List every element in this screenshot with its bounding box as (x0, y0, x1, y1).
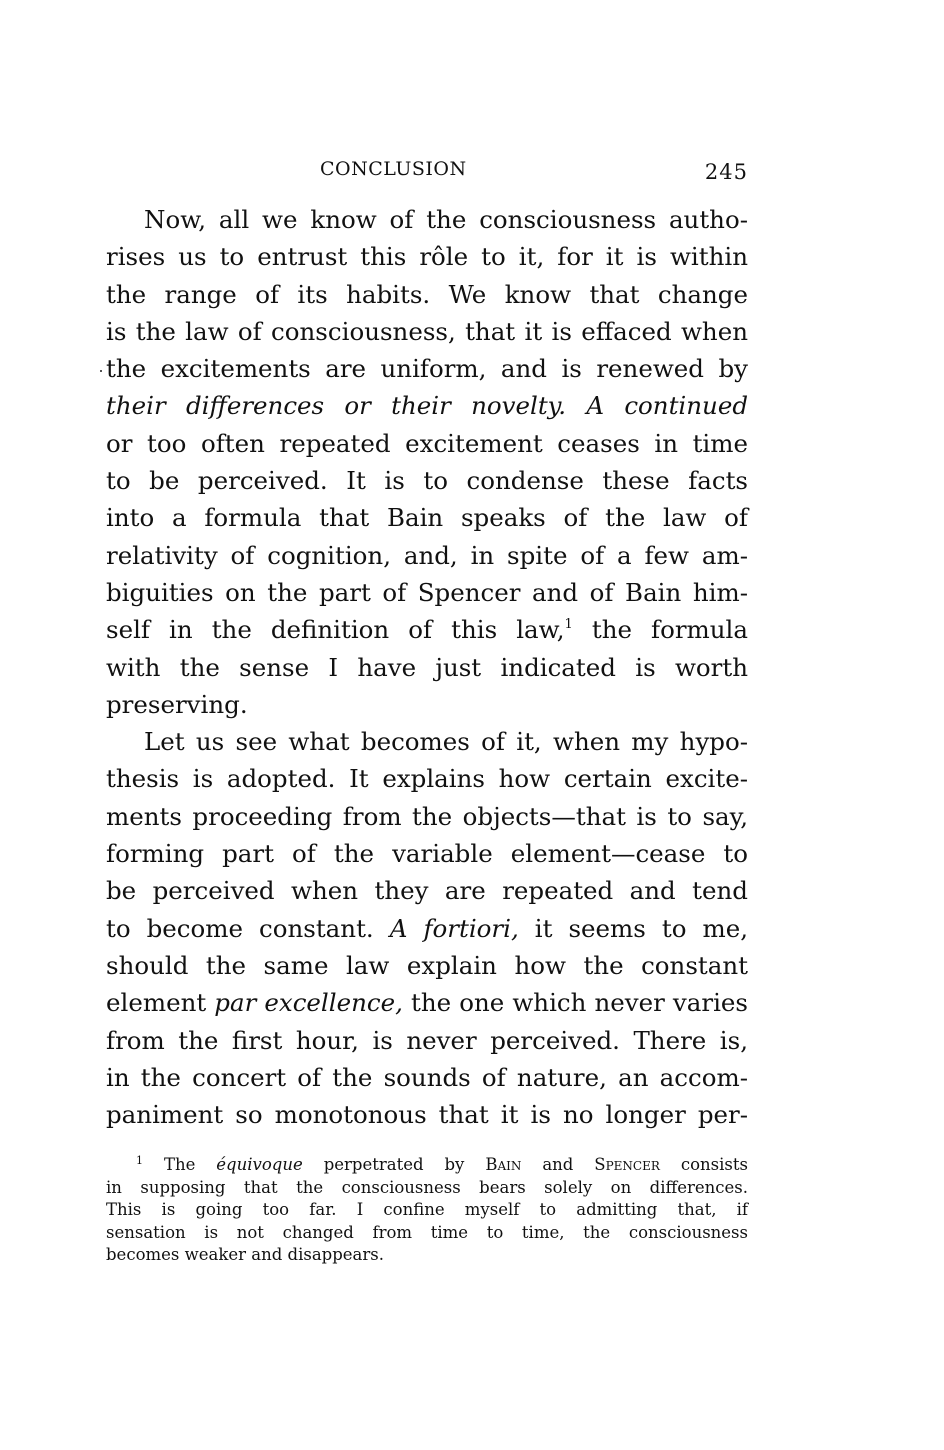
paragraph-2 (106, 723, 748, 1133)
footnote-line: This is going too far. I confine myself to admitting that, if (106, 1200, 748, 1219)
line-text: consists (659, 1155, 748, 1174)
page-number: 245 (704, 160, 748, 184)
italic-text: équivoque (216, 1155, 303, 1174)
author-name: Spencer (594, 1155, 660, 1174)
footnote-line: becomes weaker and disappears. (106, 1245, 384, 1264)
line-text: element (106, 988, 215, 1018)
text-line: relativity of cognition, and, in spite of a few am- (106, 540, 748, 570)
italic-text: par excellence, (214, 988, 403, 1018)
text-line: the excitements are uniform, and is renewed by (106, 354, 748, 384)
text-line: Let us see what becomes of it, when my hypo- (144, 727, 748, 757)
text-line (106, 910, 748, 947)
text-line (106, 611, 748, 648)
line-text: the one which never varies (402, 988, 748, 1018)
text-line: biguities on the part of Spencer and of Bain him- (106, 577, 748, 607)
text-line: forming part of the variable element—cease to (106, 839, 748, 869)
text-line: ments proceeding from the objects—that is to say, (106, 801, 748, 831)
line-text: to become constant. (106, 913, 390, 943)
body-text (106, 201, 748, 1133)
running-head (106, 158, 748, 188)
text-line (106, 984, 748, 1021)
line-text: self in the definition of this law, (106, 615, 565, 645)
italic-text: their differences or their novelty. A continued (106, 391, 748, 421)
author-name: Bain (485, 1155, 522, 1174)
line-text: The (143, 1155, 217, 1174)
footnote (106, 1154, 748, 1267)
paragraph-1 (106, 201, 748, 723)
book-page (106, 0, 748, 1450)
running-title: CONCLUSION (320, 158, 467, 180)
text-line: be perceived when they are repeated and tend (106, 876, 748, 906)
footnote-line: sensation is not changed from time to time, the consciousness (106, 1222, 748, 1242)
text-line: rises us to entrust this rôle to it, for it is within (106, 242, 748, 272)
text-line: or too often repeated excitement ceases in time (106, 428, 748, 458)
text-line: the range of its habits. We know that change (106, 279, 748, 309)
text-line: paniment so monotonous that it is no longer per- (106, 1100, 748, 1130)
text-line: from the first hour, is never perceived. There is, (106, 1025, 748, 1055)
footnote-line: in supposing that the consciousness bears solely on differences. (106, 1177, 748, 1197)
footnote-line (106, 1154, 748, 1177)
text-line: with the sense I have just indicated is worth (106, 652, 748, 682)
footnote-reference[interactable]: 1 (564, 617, 573, 633)
line-text: the formula (572, 615, 749, 645)
text-line: into a formula that Bain speaks of the law of (106, 503, 748, 533)
text-line: to be perceived. It is to condense these facts (106, 466, 748, 496)
italic-text: A fortiori, (389, 913, 519, 943)
scan-speck (100, 370, 102, 372)
text-line: preserving. (106, 689, 248, 719)
line-text: it seems to me, (518, 913, 748, 943)
text-line: should the same law explain how the constant (106, 950, 748, 980)
line-text: and (521, 1155, 595, 1174)
text-line: Now, all we know of the consciousness autho- (144, 205, 748, 234)
line-text: perpetrated by (302, 1155, 486, 1174)
text-line: thesis is adopted. It explains how certain excite- (106, 764, 748, 794)
text-line (106, 387, 748, 424)
text-line: is the law of consciousness, that it is effaced when (106, 316, 748, 346)
text-line: in the concert of the sounds of nature, an accom- (106, 1062, 748, 1092)
footnote-marker: 1 (136, 1154, 143, 1167)
